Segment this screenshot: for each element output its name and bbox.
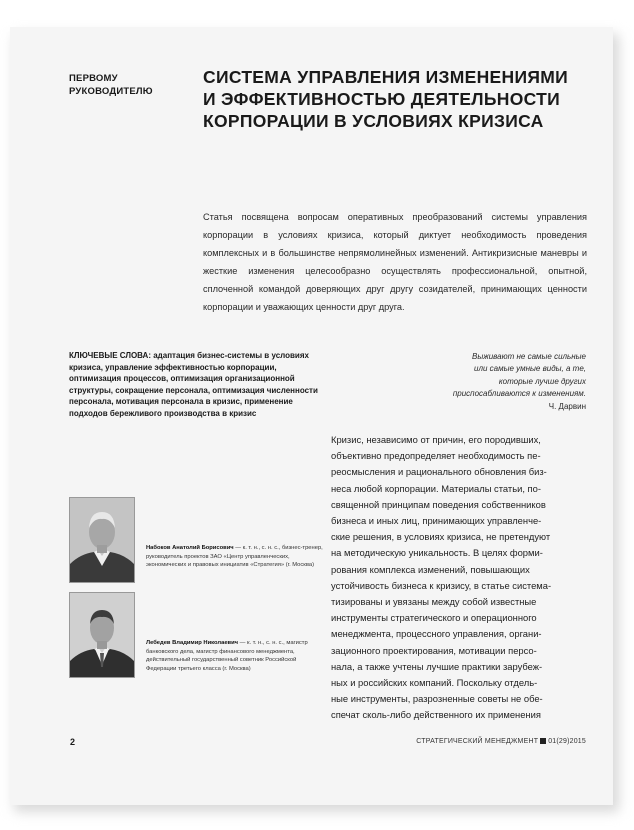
epigraph-line: которые лучше других (498, 376, 586, 386)
epigraph-line: или самые умные виды, а те, (474, 364, 586, 374)
body-line: священной принципам поведения собственников (331, 498, 546, 510)
article-title (203, 66, 583, 132)
body-line: менеджмента, процессного управления, органи- (331, 628, 542, 640)
body-line: объективно предопределяет необходимость пе- (331, 450, 541, 462)
body-line: на методическую уникальность. В целях форми- (331, 547, 543, 559)
article-body (331, 432, 585, 724)
epigraph-line: Выживают не самые сильные (472, 352, 586, 361)
author-bio-1 (146, 544, 326, 570)
author-photo-2 (69, 592, 135, 678)
body-line: реосмысления и рационального обновления биз- (331, 466, 547, 478)
body-line: Кризис, независимо от причин, его породивших, (331, 434, 541, 445)
portrait-icon (70, 498, 134, 582)
epigraph-author: Ч. Дарвин (548, 401, 586, 411)
author-photo-1 (69, 497, 135, 583)
body-line: нала, а также учтены лучшие практики зарубеж- (331, 660, 543, 672)
section-label-line: ПЕРВОМУ (69, 73, 118, 84)
square-icon (540, 738, 546, 744)
epigraph-line: приспосабливаются к изменениям. (452, 389, 586, 399)
portrait-icon (70, 593, 134, 677)
magazine-footer (405, 738, 586, 745)
section-label-line: РУКОВОДИТЕЛЮ (69, 86, 153, 97)
body-line: ных и российских компаний. Поскольку отдель- (331, 677, 538, 689)
title-line: КОРПОРАЦИИ В УСЛОВИЯХ КРИЗИСА (203, 111, 544, 131)
body-line: ные инструменты, разрозненные советы не обе- (331, 693, 543, 705)
author-desc: — к. т. н., с. н. с., магистр банковского дела, магистр финансового менеджмента, действительный государственный советник Российской Федерации третьего класса (г. Москва) (146, 640, 308, 672)
author-desc: — к. т. н., с. н. с., бизнес-тренер, руководитель проектов ЗАО «Центр управленческих, экономических и правовых инициатив «Стратегия» (г. Москва) (146, 545, 323, 569)
body-line: рования комплекса изменений, повышающих (331, 563, 530, 575)
article-lead: Статья посвящена вопросам оперативных преобразований системы управления корпорации в условиях кризиса, который диктует необходимость проведения комплексных и в большинстве непрямолинейных изменений. Антикризисные маневры и жесткие изменения целесообразно осуществлять профессиональной, опытной, сплоченной командой доверяющих друг другу созидателей, принимающих ценности корпорации и уважающих ценности друг друга. (203, 212, 587, 312)
author-bio-2 (146, 639, 326, 673)
issue-number: 01(29)2015 (548, 738, 586, 745)
author-name: Набоков Анатолий Борисович (146, 545, 234, 551)
title-line: СИСТЕМА УПРАВЛЕНИЯ ИЗМЕНЕНИЯМИ (203, 67, 568, 87)
author-name: Лебедев Владимир Николаевич (146, 640, 239, 646)
section-label (69, 72, 169, 98)
body-line: бизнеса и иных лиц, принимающих управленче- (331, 515, 542, 527)
page-number: 2 (70, 737, 76, 747)
body-line: тизированы и увязаны между собой известные (331, 596, 537, 608)
keywords: КЛЮЧЕВЫЕ СЛОВА: адаптация бизнес-системы в условиях кризиса, управление эффективностью корпорации, оптимизация процессов, оптимизация организационной структуры, сокращение персонала, оптимизация численности персонала, мотивация персонала в кризис, применение подходов бережливого производства в кризис (69, 351, 318, 418)
body-line: спечат сколь-либо действенного их применения (331, 709, 541, 721)
body-line: неса любой корпорации. Материалы статьи, по- (331, 482, 541, 494)
epigraph (400, 351, 586, 413)
body-line: инструменты стратегического и операционного (331, 612, 537, 624)
title-line: И ЭФФЕКТИВНОСТЬЮ ДЕЯТЕЛЬНОСТИ (203, 89, 560, 109)
body-line: зационного проектирования, мотивации персо- (331, 644, 537, 656)
body-line: устойчивость бизнеса к кризису, в статье система- (331, 579, 552, 591)
magazine-name: СТРАТЕГИЧЕСКИЙ МЕНЕДЖМЕНТ (416, 738, 539, 745)
body-line: ские решения, в условиях кризиса, не претендуют (331, 531, 551, 543)
